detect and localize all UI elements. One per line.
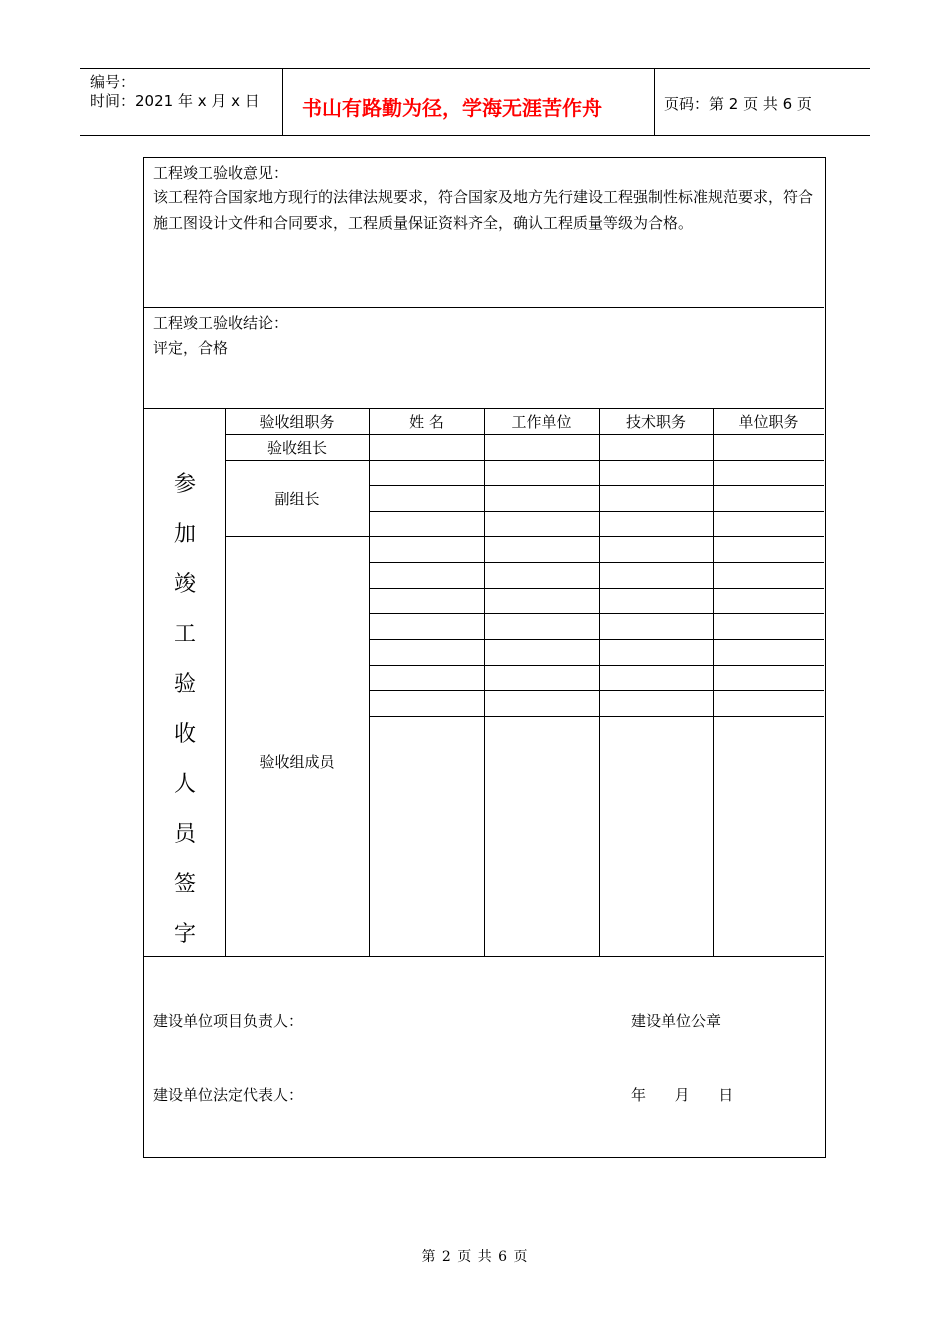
side-char: 签 <box>173 872 196 897</box>
table-header: 验收组职务 <box>259 413 335 431</box>
header-divider-left <box>282 68 283 135</box>
conclusion-body: 评定，合格 <box>153 339 229 357</box>
header-top-rule <box>80 68 870 69</box>
table-row-line <box>369 511 824 512</box>
header-motto: 书山有路勤为径，学海无涯苦作舟 <box>302 96 602 120</box>
side-char: 收 <box>173 722 196 747</box>
side-char: 字 <box>173 922 196 947</box>
table-header: 单位职务 <box>738 413 799 431</box>
table-row-line <box>369 588 824 589</box>
conclusion-title: 工程竣工验收结论： <box>153 314 289 332</box>
side-char: 验 <box>173 672 196 697</box>
table-col-line <box>484 408 485 956</box>
opinion-title: 工程竣工验收意见： <box>153 164 289 182</box>
role-member: 验收组成员 <box>259 752 335 771</box>
side-char: 竣 <box>173 572 196 597</box>
table-row-line <box>369 716 824 717</box>
header-divider-right <box>654 68 655 135</box>
table-header: 技术职务 <box>625 413 686 431</box>
table-row-line <box>369 562 824 563</box>
members-side-label <box>145 460 225 960</box>
table-row-line <box>369 613 824 614</box>
legal-representative-label: 建设单位法定代表人： <box>153 1086 304 1104</box>
table-col-line <box>369 408 370 956</box>
header-bottom-rule <box>80 135 870 136</box>
document-date: 时间：2021 年 x 月 x 日 <box>90 92 260 110</box>
document-number: 编号： <box>90 73 136 91</box>
side-char: 员 <box>173 822 196 847</box>
table-col-line <box>713 408 714 956</box>
section-divider-1 <box>143 307 824 308</box>
page-footer: 第 2 页 共 6 页 <box>421 1249 529 1265</box>
side-char: 参 <box>173 472 196 497</box>
table-row-line <box>369 690 824 691</box>
header-page-info: 页码：第 2 页 共 6 页 <box>664 95 812 113</box>
side-char: 人 <box>173 772 196 797</box>
table-header: 姓 名 <box>409 413 444 431</box>
section-divider-3 <box>143 956 824 957</box>
opinion-body: 该工程符合国家地方现行的法律法规要求，符合国家及地方先行建设工程强制性标准规范要求，符合施工图设计文件和合同要求，工程质量保证资料齐全，确认工程质量等级为合格。 <box>153 188 814 232</box>
table-row-line <box>369 485 824 486</box>
owner-project-leader-label: 建设单位项目负责人： <box>153 1012 304 1030</box>
table-header: 工作单位 <box>511 413 572 431</box>
role-leader: 验收组长 <box>266 439 327 457</box>
table-row-line <box>369 639 824 640</box>
table-col-line <box>599 408 600 956</box>
role-deputy: 副组长 <box>274 490 320 508</box>
sign-date: 年 月 日 <box>631 1086 734 1104</box>
side-char: 加 <box>173 522 196 547</box>
table-row-line <box>369 665 824 666</box>
owner-seal-label: 建设单位公章 <box>631 1012 722 1030</box>
side-char: 工 <box>173 622 196 647</box>
